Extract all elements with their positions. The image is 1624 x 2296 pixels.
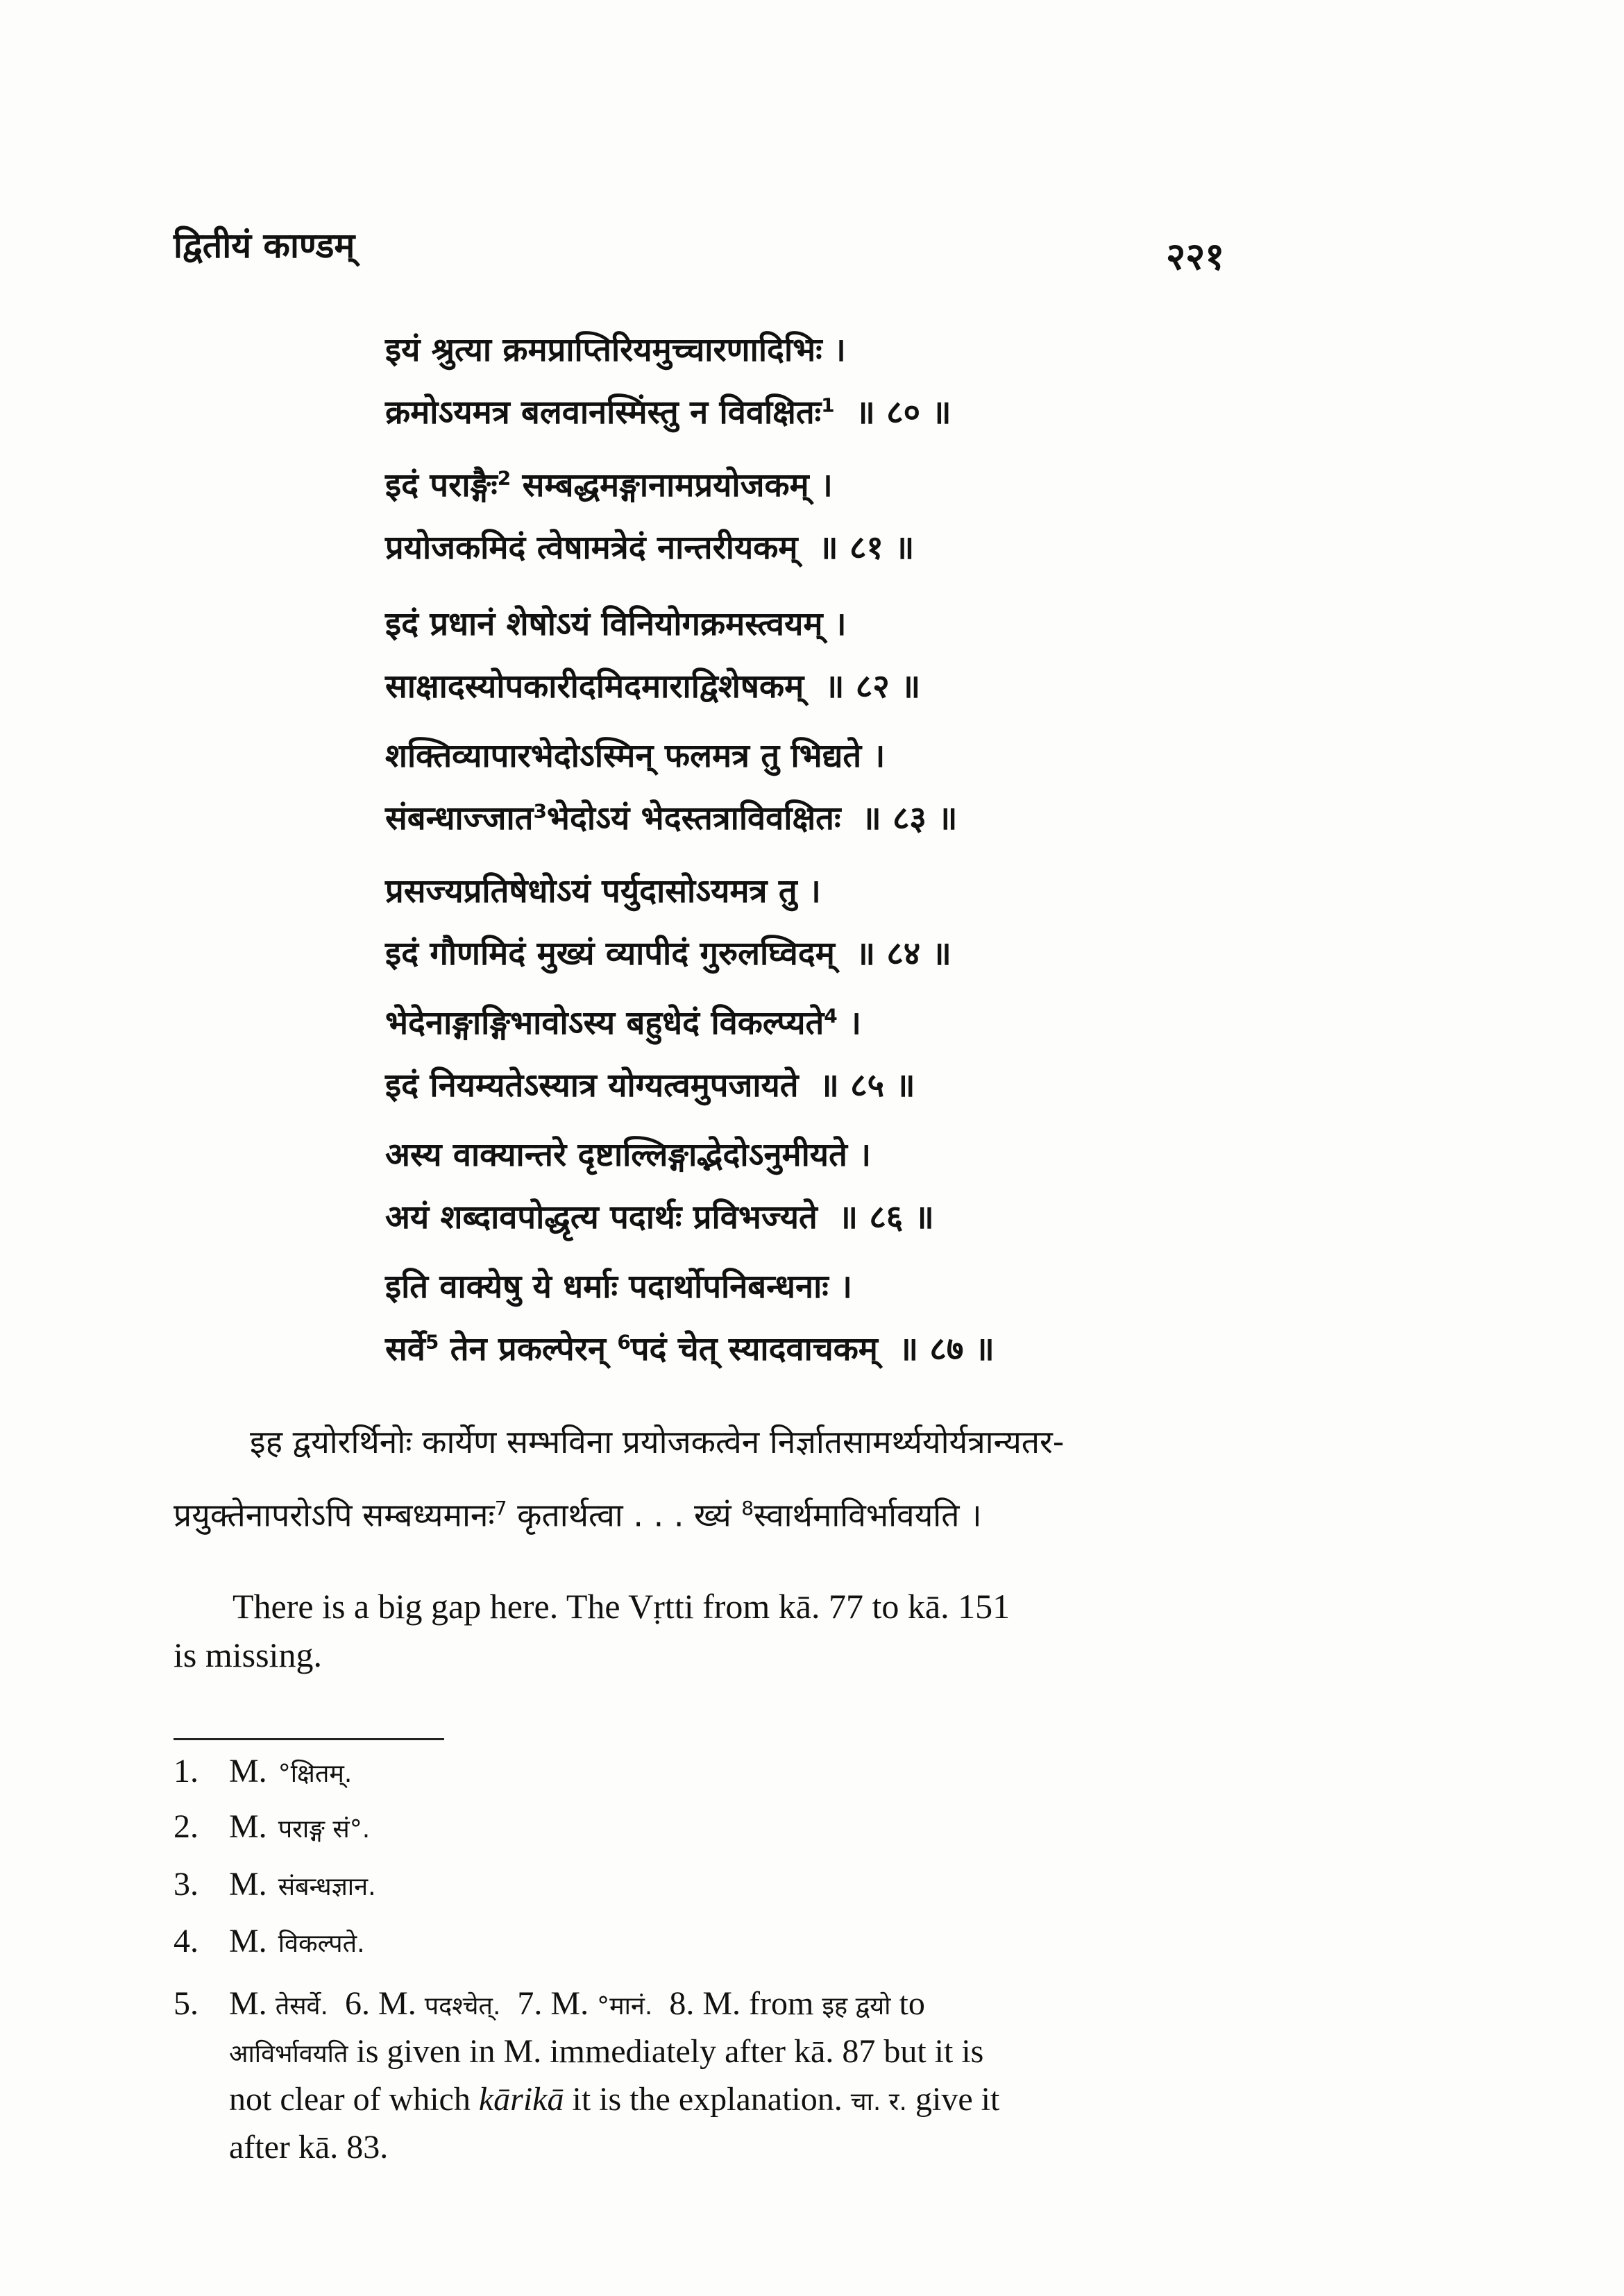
verse-number: ॥ ८० ॥: [855, 393, 951, 432]
commentary-line-2: प्रयुक्तेनापरोऽपि सम्बध्यमानः$^7$ कृतार्थत्वा . . . ख्यं $^8$स्वार्थमाविर्भावयति ।: [174, 1496, 982, 1534]
verse-83-line-2: संबन्धाज्जात$^3$भेदोऽयं भेदस्तत्राविवक्षितः ॥ ८३ ॥: [385, 799, 958, 837]
verse-81-line-2: प्रयोजकमिदं त्वेषामत्रेदं नान्तरीयकम् ॥ ८१ ॥: [385, 529, 915, 567]
verse-number: ॥ ८६ ॥: [838, 1198, 934, 1236]
footnote-5-line-1: 5. M. तेसर्वे. 6. M. पदश्चेत्. 7. M. °मानं. 8. M. from इह द्वयो to: [174, 1985, 925, 2022]
verse-87-line-2: सर्वे$^5$ तेन प्रकल्पेरन् $^6$पदं चेत् स्यादवाचकम् ॥ ८७ ॥: [385, 1330, 995, 1368]
editor-note-line-2: is missing.: [174, 1635, 322, 1674]
verse-86-line-2: अयं शब्दावपोद्धृत्य पदार्थः प्रविभज्यते ॥ ८६ ॥: [385, 1198, 934, 1236]
verse-84-line-1: प्रसज्यप्रतिषेधोऽयं पर्युदासोऽयमत्र तु ।: [385, 872, 821, 910]
page-number: २२१: [1166, 235, 1225, 278]
editor-note: [174, 1582, 1256, 1679]
verse-86-line-1: अस्य वाक्यान्तरे दृष्टाल्लिङ्गाद्भेदोऽनुमीयते ।: [385, 1136, 872, 1174]
verse-84-line-2: इदं गौणमिदं मुख्यं व्यापीदं गुरुलघ्विदम् ॥ ८४ ॥: [385, 935, 951, 973]
footnote-4: 4. M. विकल्पते.: [174, 1923, 365, 1959]
verse-80-line-2: क्रमोऽयमत्र बलवानस्मिंस्तु न विवक्षितः$^1$ ॥ ८० ॥: [385, 393, 951, 432]
footnote-5-line-4: after kā. 83.: [229, 2129, 389, 2166]
footnote-3: 3. M. संबन्धज्ञान.: [174, 1866, 376, 1903]
commentary-paragraph: [174, 1409, 1263, 1548]
footnote-5-line-3: not clear of which kārikā it is the explanation. चा. र. give it: [229, 2081, 1000, 2118]
verse-82-line-1: इदं प्रधानं शेषोऽयं विनियोगक्रमस्त्वयम् ।: [385, 605, 847, 643]
verse-85-line-2: इदं नियम्यतेऽस्यात्र योग्यत्वमुपजायते ॥ ८५ ॥: [385, 1066, 915, 1105]
footnote-2: 2. M. पराङ्ग सं°.: [174, 1808, 371, 1845]
footnote-divider: [174, 1738, 444, 1740]
verse-80-line-1: इयं श्रुत्या क्रमप्राप्तिरियमुच्चारणादिभिः ।: [385, 331, 846, 369]
verse-83-line-1: शक्तिव्यापारभेदोऽस्मिन् फलमत्र तु भिद्यते ।: [385, 737, 886, 775]
verse-82-line-2: साक्षादस्योपकारीदमिदमाराद्विशेषकम् ॥ ८२ ॥: [385, 667, 921, 706]
verse-81-line-1: इदं पराङ्गैः$^2$ सम्बद्धमङ्गानामप्रयोजकम् ।: [385, 466, 833, 504]
verse-number: ॥ ८२ ॥: [824, 667, 921, 706]
verse-87-line-1: इति वाक्येषु ये धर्माः पदार्थोपनिबन्धनाः ।: [385, 1268, 852, 1306]
verse-85-line-1: भेदेनाङ्गाङ्गिभावोऽस्य बहुधेदं विकल्प्यते$^4$ ।: [385, 1004, 861, 1042]
footnote-1: 1. M. °क्षितम्.: [174, 1753, 353, 1789]
commentary-line-1: इह द्वयोरर्थिनोः कार्येण सम्भविना प्रयोजकत्वेन निर्ज्ञातसामर्थ्ययोर्यत्रान्यतर-: [250, 1423, 1065, 1461]
verse-number: ॥ ८५ ॥: [819, 1066, 915, 1105]
footnote-5-line-2: आविर्भावयति is given in M. immediately after kā. 87 but it is: [229, 2033, 984, 2070]
verse-number: ॥ ८४ ॥: [855, 935, 951, 973]
verse-number: ॥ ८३ ॥: [861, 799, 958, 837]
footnote-5-8: [174, 1981, 1267, 2170]
editor-note-line-1: There is a big gap here. The Vṛtti from kā. 77 to kā. 151: [232, 1587, 1010, 1626]
running-head: द्वितीयं काण्डम्: [174, 226, 355, 266]
verse-number: ॥ ८७ ॥: [898, 1330, 995, 1368]
verse-number: ॥ ८१ ॥: [818, 529, 915, 567]
